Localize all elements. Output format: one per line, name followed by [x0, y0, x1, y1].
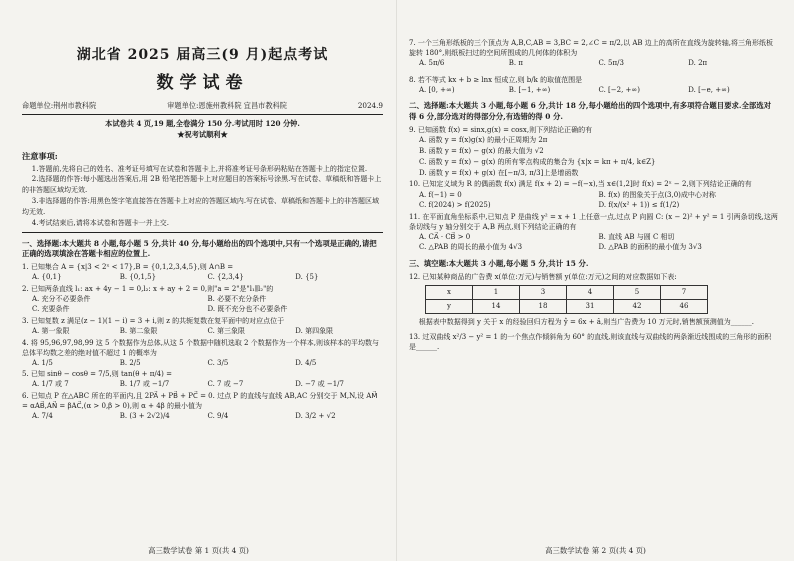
- exam-date: 2024.9: [357, 101, 383, 110]
- option: C. {2,3,4}: [207, 273, 244, 282]
- question-11: 11. 在平面直角坐标系中,已知点 P 是曲线 y² = x + 1 上任意一点,过点 P 向圆 C: (x − 2)² + y² = 1 引两条切线,这两条切线与 y 轴分别交于 A,B 两点,则下列结论正确的有: [409, 212, 778, 231]
- table-cell: 14: [473, 299, 520, 313]
- table-cell: 31: [567, 299, 614, 313]
- option: D. 2π: [688, 59, 708, 68]
- option: D. f(x/(x² + 1)) ≤ f(1/2): [598, 201, 680, 210]
- question-6: 6. 已知点 P 在△ABC 所在的平面内,且 2PA⃗ + PB⃗ + PC⃗ = 0. 过点 P 的直线与直线 AB,AC 分别交于 M,N,设 AM⃗ = αAB⃗,AN⃗ = βAC⃗,(α > 0,β > 0),则 α + 4β 的最小值为: [22, 391, 378, 411]
- option: A. [0, +∞): [419, 85, 455, 94]
- option: A. 充分不必要条件: [32, 294, 91, 303]
- option: B. 2/5: [119, 358, 141, 367]
- option: B. f(x) 的图象关于点(3,0)成中心对称: [598, 190, 716, 199]
- question-2: 2. 已知两条直线 l₁: ax + 4y − 1 = 0,l₂: x + ay + 2 = 0,则"a = 2"是"l₁∥l₂"的: [22, 284, 274, 293]
- option: D. △PAB 的面积的最小值为 3√3: [598, 243, 702, 252]
- question-4: 4. 将 95,96,97,98,99 这 5 个数据作为总体,从这 5 个数据中随机选取 2 个数据作为一个样本,则该样本的平均数与总体平均数之差的绝对值不超过 1 的概率为: [22, 338, 379, 357]
- section-3-heading: 三、填空题:本大题共 3 小题,每小题 5 分,共计 15 分.: [409, 258, 589, 268]
- question-12: 12. 已知某种商品的广告费 x(单位:万元)与销售额 y(单位:万元)之间的对应数据如下表:: [409, 272, 677, 281]
- option: B. [−1, +∞): [508, 85, 551, 94]
- option: B. 直线 AB 与圆 C 相切: [598, 232, 675, 241]
- question-12-tail: 根据表中数据得到 y 关于 x 的经验回归方程为 ŷ = 6x + â,则当广告费为 10 万元时,销售额预测值为______.: [418, 317, 755, 326]
- question-8: 8. 若不等式 kx + b ≥ lnx 恒成立,则 b/k 的取值范围是: [409, 75, 583, 84]
- table-cell: 18: [520, 299, 567, 313]
- table-cell: 4: [567, 285, 614, 299]
- note-item: 2.选择题的作答:每小题选出答案后,用 2B 铅笔把答题卡上对应题目的答案标号涂黑.写在试卷、草稿纸和答题卡上的非答题区域均无效.: [22, 175, 382, 195]
- exam-meta: [22, 101, 383, 111]
- question-10: 10. 已知定义域为 R 的偶函数 f(x) 满足 f(x + 2) = −f(−x),当 x∈(1,2]时 f(x) = 2ˣ − 2,则下列结论正确的有: [409, 180, 752, 189]
- table-row: [426, 299, 708, 313]
- notes-rule: [22, 232, 383, 233]
- notes-heading: 注意事项:: [22, 150, 58, 161]
- option: A. 5π/6: [419, 59, 445, 68]
- option: C. [−2, +∞): [598, 85, 640, 94]
- table-cell: 46: [661, 299, 708, 313]
- question-1: 1. 已知集合 A = {x|3 < 2ˣ < 17},B = {0,1,2,3,4,5},则 A∩B =: [22, 263, 234, 272]
- note-item: 4.考试结束后,请将本试卷和答题卡一并上交.: [31, 218, 169, 227]
- exam-page-2: [397, 0, 794, 561]
- option: B. 函数 y = f(x) − g(x) 的最大值为 √2: [419, 146, 544, 155]
- table-cell: 7: [661, 285, 708, 299]
- option: D. 3/2 + √2: [295, 412, 336, 421]
- table-cell: x: [426, 285, 473, 299]
- option: C. 充要条件: [32, 305, 70, 314]
- option: C. f(2024) > f(2025): [419, 201, 491, 210]
- option: A. 7/4: [32, 412, 53, 421]
- question-7: 7. 一个三角形纸板的三个顶点为 A,B,C,AB = 3,BC = 2,∠C = π/2,以 AB 边上的高所在直线为旋转轴,将三角形纸板旋转 180°,则纸板扫过的空间所围成的几何体的体积为: [409, 39, 773, 58]
- option: B. 第二象限: [119, 327, 158, 336]
- option: B. (3 + 2√2)/4: [119, 412, 170, 421]
- question-6-options: [32, 411, 383, 422]
- option: D. 4/5: [295, 358, 317, 367]
- option: D. 既不充分也不必要条件: [207, 305, 288, 314]
- exam-info: [22, 119, 383, 141]
- option: C. 5π/3: [598, 59, 624, 68]
- option: C. 3/5: [207, 358, 229, 367]
- option: C. 9/4: [207, 412, 229, 421]
- question-5-options: [32, 379, 383, 390]
- option: D. 第四象限: [295, 327, 334, 336]
- option: A. f(−1) = 0: [419, 190, 462, 199]
- page-footer: 高三数学试卷 第 1 页(共 4 页): [148, 546, 249, 555]
- option: B. 1/7 或 −1/7: [119, 380, 170, 389]
- table-row: [426, 285, 708, 299]
- question-4-options: [32, 358, 383, 369]
- exam-subject: 数学试卷: [156, 73, 249, 93]
- option: C. 函数 y = f(x) − g(x) 的所有零点构成的集合为 {x|x = kπ + π/4, k∈Z}: [419, 157, 656, 166]
- option: A. {0,1}: [32, 273, 62, 282]
- question-3-options: [32, 326, 383, 337]
- option: C. △PAB 的周长的最小值为 4√3: [419, 243, 523, 252]
- option: D. [−e, +∞): [688, 85, 730, 94]
- note-item: 1.答题前,先将自己的姓名、准考证号填写在试卷和答题卡上,并将准考证号条形码粘贴在答题卡上的指定位置.: [31, 164, 368, 173]
- table-cell: 5: [614, 285, 661, 299]
- option: B. 必要不充分条件: [207, 294, 267, 303]
- table-cell: 1: [473, 285, 520, 299]
- option: D. −7 或 −1/7: [295, 380, 344, 389]
- exam-title: 湖北省 2025 届高三(9 月)起点考试: [76, 47, 329, 63]
- reviewer-unit: 审题单位:恩施州教科院 宜昌市教科院: [167, 101, 287, 110]
- question-3: 3. 已知复数 z 满足(z − 1)(1 − i) = 3 + i,则 z 的共轭复数在复平面中的对应点位于: [22, 316, 285, 325]
- question-13: 13. 过双曲线 x²/3 − y² = 1 的一个焦点作倾斜角为 60° 的直线,则该直线与双曲线的两条渐近线围成的三角形的面积是______.: [409, 332, 772, 351]
- question-9: 9. 已知函数 f(x) = sinx,g(x) = cosx,则下列结论正确的有: [409, 125, 593, 134]
- data-table: [425, 285, 708, 314]
- option: A. 1/7 或 7: [32, 380, 69, 389]
- exam-info-line: 本试卷共 4 页,19 题,全卷满分 150 分.考试用时 120 分钟.: [105, 119, 300, 128]
- question-9-options: [419, 135, 778, 178]
- section-2-heading: 二、选择题:本大题共 3 小题,每小题 6 分,共计 18 分,每小题给出的四个选项中,有多项符合题目要求.全部选对得 6 分,部分选对的得部分分,有选错的得 0 分.: [409, 101, 772, 122]
- section-1-heading: 一、选择题:本大题共 8 小题,每小题 5 分,共计 40 分,每小题给出的四个选项中,只有一个选项是正确的,请把正确的选项填涂在答题卡相应的位置上.: [22, 238, 377, 259]
- question-11-options: [419, 232, 778, 253]
- option: D. 函数 y = f(x) + g(x) 在[−π/3, π/3]上是增函数: [419, 168, 579, 177]
- setter-unit: 命题单位:荆州市教科院: [22, 101, 97, 110]
- page-footer: 高三数学试卷 第 2 页(共 4 页): [545, 546, 646, 555]
- option: A. 第一象限: [32, 327, 70, 336]
- table-cell: 42: [614, 299, 661, 313]
- option: A. CA⃗ · CB⃗ > 0: [419, 232, 471, 241]
- option: A. 函数 y = f(x)g(x) 的最小正周期为 2π: [419, 136, 548, 145]
- option: C. 7 或 −7: [207, 380, 244, 389]
- table-cell: 3: [520, 285, 567, 299]
- option: C. 第三象限: [207, 327, 246, 336]
- option: D. {5}: [295, 273, 319, 282]
- note-item: 3.非选择题的作答:用黑色签字笔直接答在答题卡上对应的答题区域内.写在试卷、草稿纸和答题卡上的非答题区域均无效.: [22, 197, 380, 216]
- table-cell: y: [426, 299, 473, 313]
- option: B. {0,1,5}: [119, 273, 157, 282]
- question-2-options: [32, 294, 383, 315]
- question-10-options: [419, 190, 778, 211]
- exam-blessing: ★祝考试顺利★: [177, 129, 228, 139]
- option: A. 1/5: [32, 358, 53, 367]
- question-1-options: [32, 272, 383, 283]
- option: B. π: [508, 59, 523, 68]
- question-7-options: [419, 58, 778, 69]
- question-5: 5. 已知 sinθ − cosθ = 7/5,则 tan(θ + π/4) =: [22, 370, 172, 379]
- question-8-options: [419, 85, 778, 96]
- header-rule: [22, 114, 383, 115]
